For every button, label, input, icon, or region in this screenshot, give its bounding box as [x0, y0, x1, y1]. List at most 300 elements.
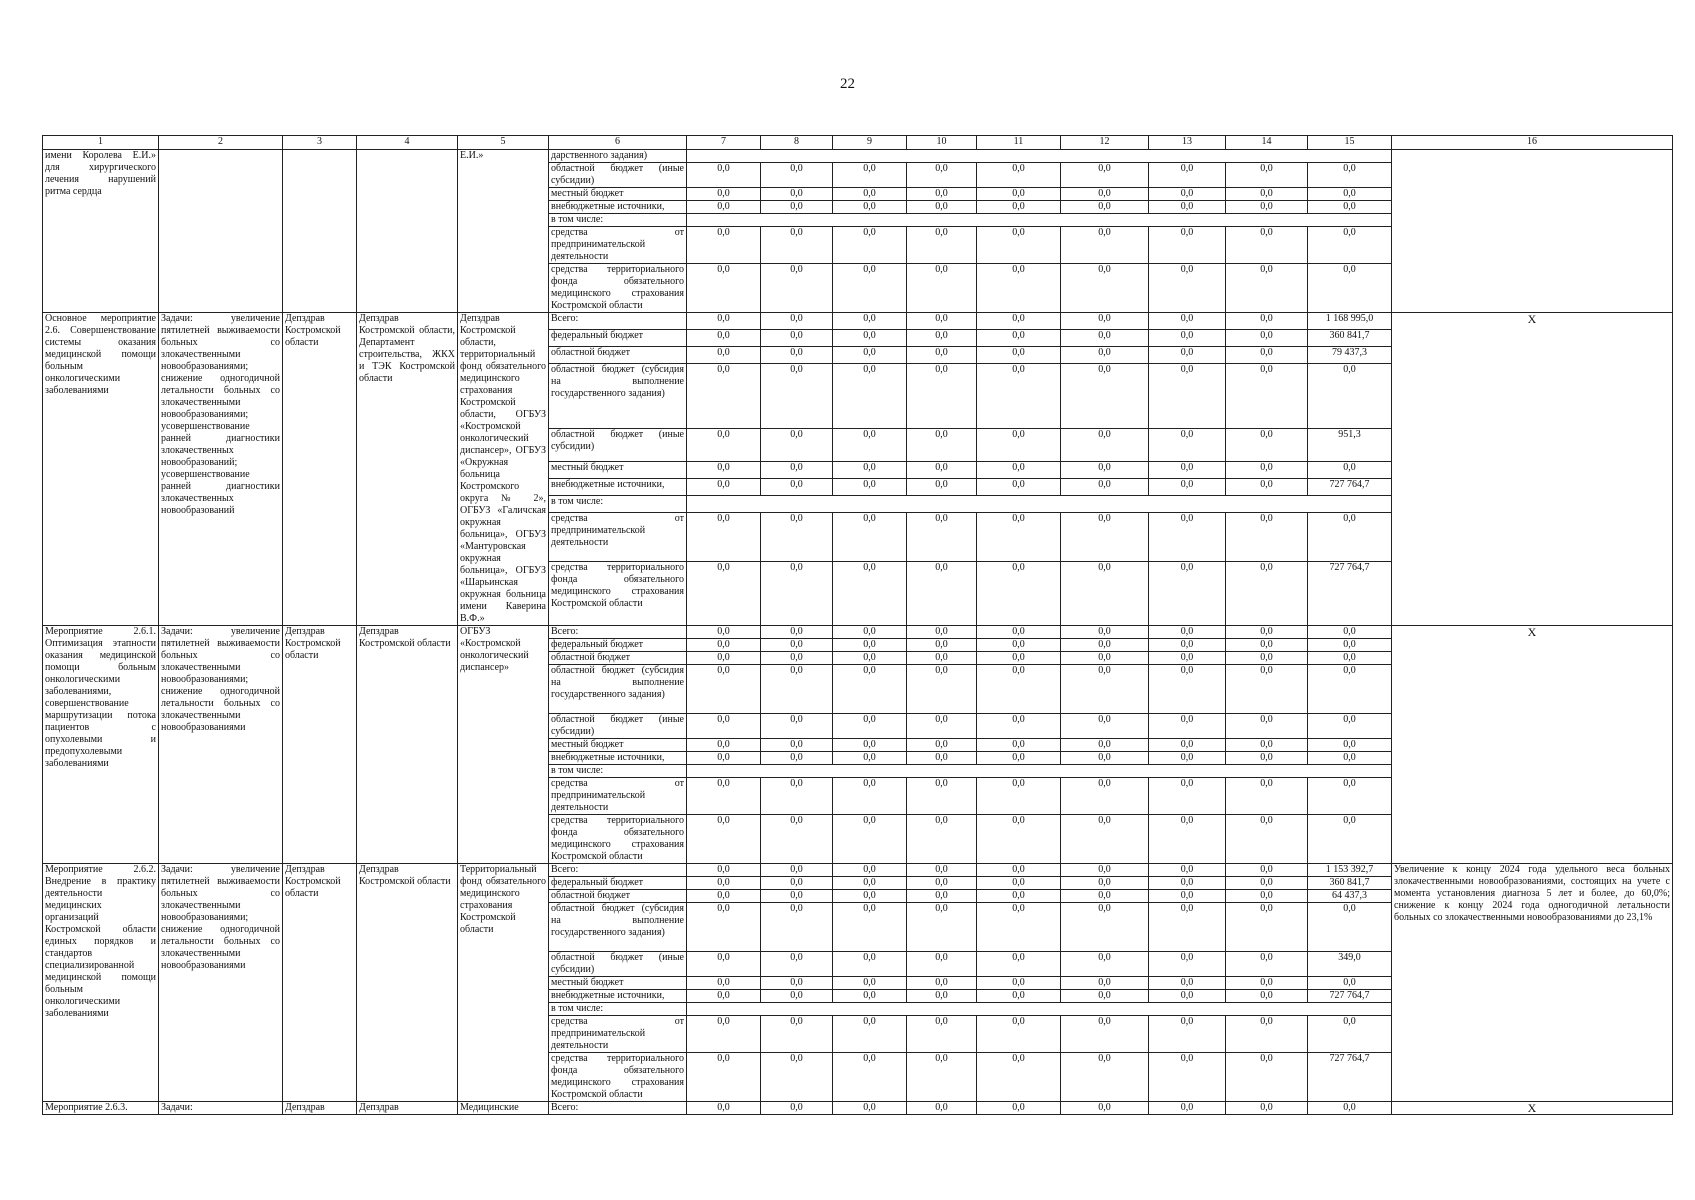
amount-cell: 0,0 [761, 512, 833, 561]
amount-cell: 0,0 [1226, 461, 1308, 478]
amount-cell: 0,0 [1061, 952, 1149, 977]
table-row [43, 313, 1673, 330]
amount-cell: 0,0 [833, 665, 907, 714]
amount-cell: 0,0 [833, 990, 907, 1003]
amount-cell: 0,0 [761, 561, 833, 625]
amount-cell: 727 764,7 [1308, 990, 1392, 1003]
column-number: 16 [1392, 136, 1673, 150]
amount-cell: 0,0 [833, 952, 907, 977]
amount-cell: 0,0 [1308, 264, 1392, 313]
indicator-cell: X [1392, 626, 1673, 864]
amount-cell: 0,0 [1061, 478, 1149, 495]
tasks-cell: Задачи: увеличение пятилетней выживаемости больных со злокачественными новообразованиями; снижение одногодичной летальности больных со злокачественными новообразованиями [159, 864, 283, 1102]
page-number: 22 [840, 76, 855, 92]
funding-source: областной бюджет (иные субсидии) [549, 952, 687, 977]
amount-cell: 0,0 [1061, 1016, 1149, 1053]
amount-cell: 0,0 [833, 815, 907, 864]
amount-cell: 0,0 [1308, 752, 1392, 765]
amount-cell: 0,0 [1226, 478, 1308, 495]
amount-cell: 0,0 [1226, 778, 1308, 815]
amount-cell: 0,0 [1308, 201, 1392, 214]
amount-cell: 0,0 [1061, 752, 1149, 765]
funding-source: областной бюджет (субсидия на выполнение государственного задания) [549, 903, 687, 952]
amount-cell: 0,0 [833, 478, 907, 495]
amount-cell: 0,0 [907, 1016, 977, 1053]
amount-cell: 0,0 [977, 264, 1061, 313]
amount-cell: 0,0 [833, 714, 907, 739]
amount-cell: 0,0 [1061, 428, 1149, 461]
column-number: 8 [761, 136, 833, 150]
column-number: 7 [687, 136, 761, 150]
amount-cell: 0,0 [833, 626, 907, 639]
amount-cell: 0,0 [761, 313, 833, 330]
amount-cell: 0,0 [1149, 512, 1226, 561]
amount-cell: 0,0 [833, 201, 907, 214]
amount-cell: 0,0 [1308, 163, 1392, 188]
amount-cell: 0,0 [907, 561, 977, 625]
amount-cell: 0,0 [687, 652, 761, 665]
amount-cell: 0,0 [907, 626, 977, 639]
amount-cell: 0,0 [977, 1053, 1061, 1102]
amount-cell: 0,0 [1061, 714, 1149, 739]
amount-cell: 0,0 [907, 639, 977, 652]
column-number: 1 [43, 136, 159, 150]
amount-cell: 0,0 [907, 347, 977, 364]
amount-cell: 0,0 [761, 264, 833, 313]
funding-source: федеральный бюджет [549, 639, 687, 652]
amount-cell: 0,0 [1149, 364, 1226, 428]
amount-cell: 0,0 [907, 330, 977, 347]
amount-cell: 0,0 [687, 778, 761, 815]
amount-cell: 0,0 [761, 227, 833, 264]
amount-cell: 0,0 [1226, 665, 1308, 714]
amount-cell: 0,0 [761, 752, 833, 765]
amount-cell: 727 764,7 [1308, 561, 1392, 625]
funding-source: внебюджетные источники, [549, 990, 687, 1003]
amount-cell: 0,0 [1149, 330, 1226, 347]
amount-cell: 0,0 [1149, 188, 1226, 201]
amount-cell: 0,0 [1226, 188, 1308, 201]
amount-cell: 0,0 [907, 428, 977, 461]
amount-cell: 0,0 [977, 877, 1061, 890]
amount-cell: 0,0 [1226, 952, 1308, 977]
amount-cell: 0,0 [687, 977, 761, 990]
amount-cell: 0,0 [1061, 1102, 1149, 1115]
indicator-cell: X [1392, 1102, 1673, 1115]
funding-source: в том числе: [549, 214, 687, 227]
amount-cell: 0,0 [1226, 626, 1308, 639]
amount-cell: 1 168 995,0 [1308, 313, 1392, 330]
amount-cell: 0,0 [1061, 1053, 1149, 1102]
budget-table [42, 135, 1673, 1115]
amount-cell: 0,0 [1061, 977, 1149, 990]
amount-cell: 0,0 [687, 512, 761, 561]
amount-cell: 0,0 [687, 877, 761, 890]
amount-cell: 0,0 [1226, 990, 1308, 1003]
amount-cell: 0,0 [761, 890, 833, 903]
funding-source: федеральный бюджет [549, 330, 687, 347]
amount-cell: 64 437,3 [1308, 890, 1392, 903]
funding-source: средства от предпринимательской деятельности [549, 1016, 687, 1053]
column-number: 14 [1226, 136, 1308, 150]
indicator-cell: Увеличение к концу 2024 года удельного веса больных злокачественными новообразованиями, состоящих на учете с момента установления диагноза 5 лет и более, до 60,0%; снижение к концу 2024 года одногодичной летальности больных со злокачественными новообразованиями до 23,1% [1392, 864, 1673, 1102]
amount-cell: 0,0 [977, 990, 1061, 1003]
amount-cell: 0,0 [977, 330, 1061, 347]
amount-cell: 0,0 [761, 864, 833, 877]
funding-source: областной бюджет [549, 347, 687, 364]
amount-cell: 0,0 [761, 626, 833, 639]
amount-cell: 0,0 [687, 163, 761, 188]
amount-cell: 0,0 [1149, 264, 1226, 313]
amount-cell: 0,0 [1149, 428, 1226, 461]
amount-cell: 0,0 [761, 330, 833, 347]
column-number-row [43, 136, 1673, 150]
amount-cell: 0,0 [1061, 778, 1149, 815]
amount-cell: 0,0 [1226, 163, 1308, 188]
funding-source: внебюджетные источники, [549, 201, 687, 214]
tasks-cell: Задачи: увеличение пятилетней выживаемости больных со злокачественными новообразованиями; снижение одногодичной летальности больных со злокачественными новообразованиями [159, 626, 283, 864]
event-name: Мероприятие 2.6.1. Оптимизация этапности оказания медицинской помощи больным онкологическими заболеваниями, совершенствование маршрутизации потока пациентов с опухолевыми и предопухолевыми заболеваниями [43, 626, 159, 864]
funding-source: внебюджетные источники, [549, 478, 687, 495]
tasks-cell [159, 150, 283, 313]
amount-cell: 0,0 [907, 890, 977, 903]
amount-cell: 0,0 [907, 313, 977, 330]
amount-cell: 0,0 [1149, 990, 1226, 1003]
amount-cell: 0,0 [907, 714, 977, 739]
amount-cell: 0,0 [687, 264, 761, 313]
amount-cell: 0,0 [1061, 990, 1149, 1003]
amount-cell: 0,0 [1226, 313, 1308, 330]
amount-cell: 0,0 [1061, 227, 1149, 264]
amount-cell: 0,0 [1226, 864, 1308, 877]
amount-cell: 0,0 [977, 163, 1061, 188]
amount-cell: 0,0 [977, 952, 1061, 977]
amount-cell: 0,0 [907, 815, 977, 864]
amount-cell: 0,0 [761, 639, 833, 652]
amount-cell: 0,0 [687, 201, 761, 214]
column-number: 12 [1061, 136, 1149, 150]
amount-cell: 0,0 [687, 313, 761, 330]
amount-cell: 0,0 [1149, 1016, 1226, 1053]
participants-cell: Территориальный фонд обязательного медицинского страхования Костромской области [458, 864, 549, 1102]
funding-source: в том числе: [549, 495, 687, 512]
amount-cell: 0,0 [1149, 227, 1226, 264]
amount-cell: 0,0 [977, 890, 1061, 903]
amount-cell: 0,0 [1226, 1102, 1308, 1115]
amount-cell: 0,0 [761, 1016, 833, 1053]
amount-cell: 0,0 [833, 512, 907, 561]
responsible-cell: Депздрав Костромской области [283, 313, 357, 626]
amount-cell: 0,0 [1149, 778, 1226, 815]
amount-cell: 0,0 [1226, 1016, 1308, 1053]
funding-source: местный бюджет [549, 977, 687, 990]
amount-cell: 0,0 [1061, 903, 1149, 952]
amount-cell: 727 764,7 [1308, 478, 1392, 495]
amount-cell: 0,0 [1149, 977, 1226, 990]
amount-cell: 0,0 [1061, 512, 1149, 561]
amount-cell: 0,0 [1308, 639, 1392, 652]
amount-cell: 0,0 [1226, 977, 1308, 990]
amount-cell: 0,0 [1226, 752, 1308, 765]
funding-source: областной бюджет [549, 890, 687, 903]
amount-cell: 0,0 [1149, 561, 1226, 625]
amount-cell: 0,0 [687, 952, 761, 977]
amount-cell: 0,0 [907, 188, 977, 201]
amount-cell: 0,0 [1226, 512, 1308, 561]
amount-cell: 0,0 [907, 977, 977, 990]
funding-source: средства территориального фонда обязательного медицинского страхования Костромской области [549, 815, 687, 864]
amount-cell: 0,0 [1226, 1053, 1308, 1102]
amount-cell: 0,0 [833, 1053, 907, 1102]
amount-cell: 0,0 [761, 1053, 833, 1102]
amount-cell: 0,0 [687, 330, 761, 347]
amount-cell: 0,0 [1308, 977, 1392, 990]
responsible-cell: Депздрав Костромской области [283, 626, 357, 864]
funding-source: в том числе: [549, 1003, 687, 1016]
amount-cell: 0,0 [761, 428, 833, 461]
amount-cell: 0,0 [1149, 877, 1226, 890]
amount-cell: 0,0 [977, 903, 1061, 952]
indicator-cell [1392, 150, 1673, 313]
amount-cell: 0,0 [1149, 1102, 1226, 1115]
amount-cell: 0,0 [977, 512, 1061, 561]
amount-cell: 0,0 [761, 977, 833, 990]
amount-cell: 0,0 [833, 864, 907, 877]
amount-cell: 0,0 [687, 461, 761, 478]
amount-cell: 0,0 [833, 313, 907, 330]
amount-cell: 0,0 [977, 778, 1061, 815]
amount-cell: 0,0 [687, 714, 761, 739]
amount-cell: 0,0 [977, 478, 1061, 495]
amount-cell: 0,0 [761, 778, 833, 815]
amount-cell: 0,0 [977, 652, 1061, 665]
amount-cell: 0,0 [907, 201, 977, 214]
amount-cell: 0,0 [761, 652, 833, 665]
empty-cell [687, 214, 1392, 227]
column-number: 9 [833, 136, 907, 150]
amount-cell: 0,0 [687, 1053, 761, 1102]
amount-cell: 0,0 [1149, 752, 1226, 765]
amount-cell: 0,0 [1226, 201, 1308, 214]
event-name: Основное мероприятие 2.6. Совершенствование системы оказания медицинской помощи больным онкологическими заболеваниями [43, 313, 159, 626]
amount-cell: 0,0 [1149, 864, 1226, 877]
amount-cell: 0,0 [1226, 903, 1308, 952]
funding-source: дарственного задания) [549, 150, 687, 163]
coexecutors-cell: Депздрав Костромской области, Департамент строительства, ЖКХ и ТЭК Костромской области [357, 313, 458, 626]
column-number: 13 [1149, 136, 1226, 150]
amount-cell: 0,0 [687, 227, 761, 264]
amount-cell: 360 841,7 [1308, 330, 1392, 347]
amount-cell: 0,0 [761, 478, 833, 495]
amount-cell: 0,0 [1226, 330, 1308, 347]
column-number: 2 [159, 136, 283, 150]
empty-cell [687, 150, 1392, 163]
indicator-cell: X [1392, 313, 1673, 626]
funding-source: в том числе: [549, 765, 687, 778]
amount-cell: 360 841,7 [1308, 877, 1392, 890]
amount-cell: 0,0 [1149, 1053, 1226, 1102]
amount-cell: 0,0 [687, 864, 761, 877]
amount-cell: 0,0 [907, 864, 977, 877]
amount-cell: 0,0 [687, 478, 761, 495]
column-number: 3 [283, 136, 357, 150]
amount-cell: 0,0 [687, 639, 761, 652]
amount-cell: 0,0 [1061, 739, 1149, 752]
funding-source: областной бюджет (субсидия на выполнение государственного задания) [549, 364, 687, 428]
amount-cell: 0,0 [1226, 815, 1308, 864]
amount-cell: 0,0 [687, 1016, 761, 1053]
funding-source: местный бюджет [549, 188, 687, 201]
tasks-cell: Задачи: [159, 1102, 283, 1115]
responsible-cell: Депздрав [283, 1102, 357, 1115]
coexecutors-cell: Депздрав Костромской области [357, 864, 458, 1102]
amount-cell: 0,0 [761, 877, 833, 890]
amount-cell: 0,0 [687, 364, 761, 428]
amount-cell: 0,0 [1226, 364, 1308, 428]
amount-cell: 0,0 [687, 626, 761, 639]
amount-cell: 0,0 [761, 188, 833, 201]
event-name: имени Королева Е.И.» для хирургического лечения нарушений ритма сердца [43, 150, 159, 313]
funding-source: областной бюджет (иные субсидии) [549, 428, 687, 461]
amount-cell: 0,0 [687, 815, 761, 864]
amount-cell: 0,0 [833, 877, 907, 890]
amount-cell: 0,0 [687, 739, 761, 752]
table-row [43, 1102, 1673, 1115]
table-row [43, 150, 1673, 163]
amount-cell: 0,0 [1061, 461, 1149, 478]
amount-cell: 0,0 [833, 1016, 907, 1053]
amount-cell: 0,0 [687, 665, 761, 714]
amount-cell: 0,0 [687, 188, 761, 201]
amount-cell: 951,3 [1308, 428, 1392, 461]
amount-cell: 0,0 [1308, 714, 1392, 739]
amount-cell: 0,0 [761, 201, 833, 214]
funding-source: средства территориального фонда обязательного медицинского страхования Костромской области [549, 264, 687, 313]
amount-cell: 0,0 [977, 227, 1061, 264]
amount-cell: 0,0 [977, 626, 1061, 639]
participants-cell: Медицинские [458, 1102, 549, 1115]
amount-cell: 0,0 [977, 752, 1061, 765]
amount-cell: 0,0 [1061, 201, 1149, 214]
amount-cell: 0,0 [907, 952, 977, 977]
amount-cell: 0,0 [833, 1102, 907, 1115]
amount-cell: 0,0 [1226, 428, 1308, 461]
amount-cell: 0,0 [687, 752, 761, 765]
amount-cell: 0,0 [907, 877, 977, 890]
responsible-cell [283, 150, 357, 313]
amount-cell: 0,0 [833, 561, 907, 625]
amount-cell: 0,0 [907, 778, 977, 815]
funding-source: внебюджетные источники, [549, 752, 687, 765]
amount-cell: 0,0 [1061, 877, 1149, 890]
amount-cell: 0,0 [833, 461, 907, 478]
amount-cell: 0,0 [833, 227, 907, 264]
amount-cell: 0,0 [761, 364, 833, 428]
funding-source: Всего: [549, 864, 687, 877]
amount-cell: 0,0 [907, 364, 977, 428]
funding-source: средства от предпринимательской деятельности [549, 227, 687, 264]
amount-cell: 0,0 [977, 977, 1061, 990]
amount-cell: 1 153 392,7 [1308, 864, 1392, 877]
amount-cell: 0,0 [687, 347, 761, 364]
amount-cell: 0,0 [761, 461, 833, 478]
amount-cell: 0,0 [977, 364, 1061, 428]
funding-source: Всего: [549, 1102, 687, 1115]
empty-cell [687, 495, 1392, 512]
funding-source: средства от предпринимательской деятельности [549, 778, 687, 815]
amount-cell: 0,0 [977, 739, 1061, 752]
amount-cell: 0,0 [687, 428, 761, 461]
amount-cell: 0,0 [761, 990, 833, 1003]
amount-cell: 0,0 [977, 864, 1061, 877]
amount-cell: 0,0 [833, 428, 907, 461]
amount-cell: 0,0 [1061, 890, 1149, 903]
column-number: 15 [1308, 136, 1392, 150]
amount-cell: 0,0 [907, 752, 977, 765]
amount-cell: 0,0 [907, 1102, 977, 1115]
amount-cell: 0,0 [907, 665, 977, 714]
amount-cell: 0,0 [1308, 188, 1392, 201]
funding-source: местный бюджет [549, 461, 687, 478]
amount-cell: 0,0 [1149, 478, 1226, 495]
amount-cell: 0,0 [1308, 652, 1392, 665]
amount-cell: 0,0 [1149, 313, 1226, 330]
participants-cell: Е.И.» [458, 150, 549, 313]
amount-cell: 0,0 [977, 561, 1061, 625]
amount-cell: 0,0 [907, 461, 977, 478]
amount-cell: 0,0 [1308, 665, 1392, 714]
amount-cell: 0,0 [833, 977, 907, 990]
amount-cell: 0,0 [761, 903, 833, 952]
amount-cell: 0,0 [1149, 739, 1226, 752]
tasks-cell: Задачи: увеличение пятилетней выживаемости больных со злокачественными новообразованиями; снижение одногодичной летальности больных со злокачественными новообразованиями; усовершенствование ранней диагностики злокачественных новообразований; усовершенствование ранней диагностики злокачественных новообразований [159, 313, 283, 626]
amount-cell: 0,0 [761, 665, 833, 714]
event-name: Мероприятие 2.6.2. Внедрение в практику деятельности медицинских организаций Костромской области единых порядков и стандартов специализированной медицинской помощи больным онкологическими заболеваниями [43, 864, 159, 1102]
amount-cell: 0,0 [687, 561, 761, 625]
amount-cell: 0,0 [833, 188, 907, 201]
amount-cell: 0,0 [1149, 665, 1226, 714]
amount-cell: 0,0 [1149, 347, 1226, 364]
amount-cell: 0,0 [907, 903, 977, 952]
amount-cell: 0,0 [1149, 639, 1226, 652]
amount-cell: 0,0 [1226, 652, 1308, 665]
amount-cell: 0,0 [1149, 461, 1226, 478]
amount-cell: 0,0 [761, 1102, 833, 1115]
amount-cell: 0,0 [977, 201, 1061, 214]
amount-cell: 0,0 [977, 188, 1061, 201]
amount-cell: 0,0 [761, 815, 833, 864]
amount-cell: 0,0 [1061, 665, 1149, 714]
amount-cell: 0,0 [833, 890, 907, 903]
amount-cell: 0,0 [1226, 227, 1308, 264]
column-number: 11 [977, 136, 1061, 150]
amount-cell: 0,0 [907, 163, 977, 188]
amount-cell: 0,0 [1149, 652, 1226, 665]
amount-cell: 0,0 [833, 752, 907, 765]
amount-cell: 0,0 [977, 428, 1061, 461]
amount-cell: 0,0 [1308, 903, 1392, 952]
funding-source: средства территориального фонда обязательного медицинского страхования Костромской области [549, 561, 687, 625]
amount-cell: 0,0 [1149, 163, 1226, 188]
amount-cell: 0,0 [1308, 364, 1392, 428]
funding-source: федеральный бюджет [549, 877, 687, 890]
funding-source: Всего: [549, 313, 687, 330]
amount-cell: 0,0 [1061, 347, 1149, 364]
amount-cell: 0,0 [833, 163, 907, 188]
amount-cell: 0,0 [907, 478, 977, 495]
amount-cell: 0,0 [1308, 626, 1392, 639]
amount-cell: 0,0 [761, 163, 833, 188]
